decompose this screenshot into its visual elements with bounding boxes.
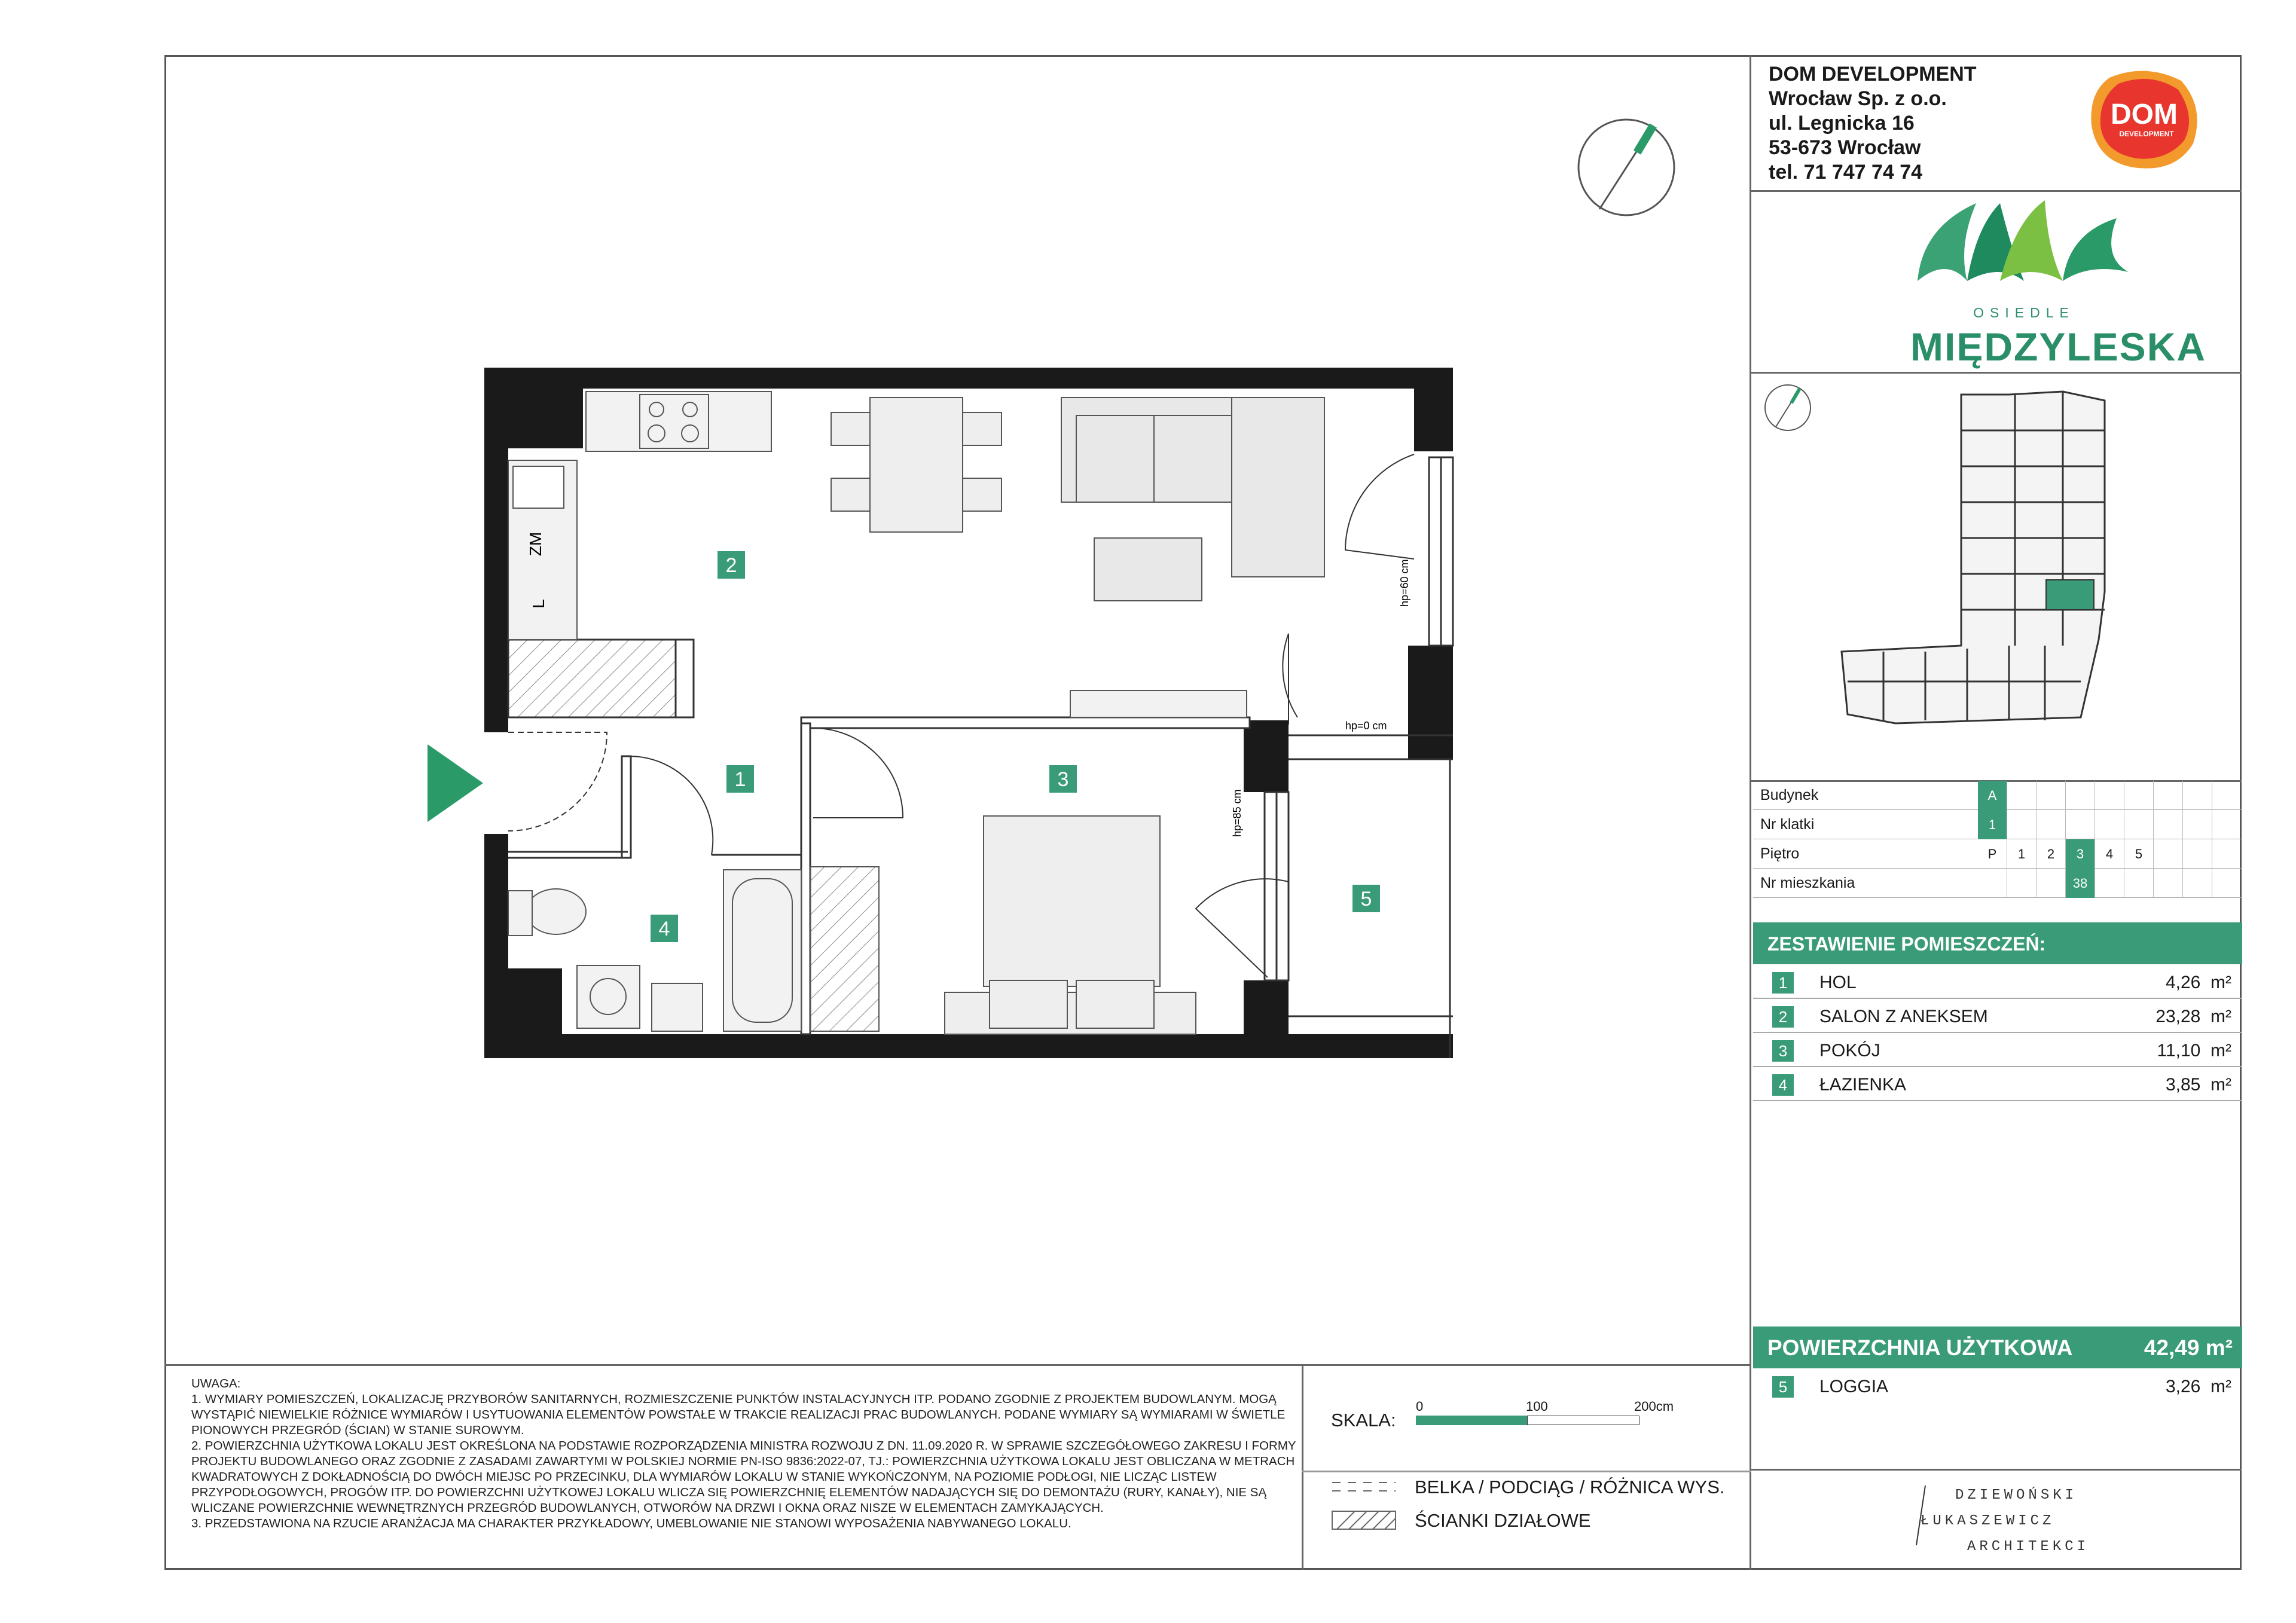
apartment-value: 38 — [2066, 869, 2095, 898]
total-value: 42,49 m² — [2144, 1335, 2233, 1360]
room-label-3: 3 — [1057, 768, 1069, 791]
room-label-5: 5 — [1360, 888, 1372, 910]
stairwell-value: 1 — [1978, 810, 2007, 839]
scale-tick: 0 — [1416, 1399, 1424, 1414]
room-name: LOGGIA — [1819, 1377, 1889, 1396]
dining-table — [831, 398, 1002, 532]
room-number: 3 — [1772, 1040, 1794, 1062]
l-label: L — [529, 599, 548, 609]
room-label-1: 1 — [734, 768, 746, 791]
room-number: 4 — [1772, 1074, 1794, 1096]
floor-cell: 5 — [2124, 839, 2154, 869]
legend-partition: ŚCIANKI DZIAŁOWE — [1415, 1510, 1591, 1531]
architect-line3: ARCHITEKCI — [1967, 1539, 2090, 1555]
room-area: 3,26 m² — [2165, 1377, 2231, 1396]
scale-tick: 100 — [1526, 1399, 1548, 1414]
architect-line2: ŁUKASZEWICZ — [1921, 1513, 2055, 1529]
floor-label: Piętro — [1760, 845, 1800, 862]
apartment-label: Nr mieszkania — [1760, 875, 1855, 891]
hp0-label: hp=0 cm — [1345, 720, 1387, 732]
note-item: 2. POWIERZCHNIA UŻYTKOWA LOKALU JEST OKREŚLONA NA PODSTAWIE ROZPORZĄDZENIA MINISTRA ROZWOJU Z DN. 11.09.2020 R. W SPRAWIE SZCZEGÓŁOWEGO ZAKRESU I FORMY PROJEKTU BUDOWLANEGO ORAZ ZGODNIE Z ZASADAMI ZAWARTYMI W POLSKIEJ NORMIE PN-ISO 9836:2022-07, TJ.: POWIERZCHNIA UŻYTKOWA LOKALU JEST OBLICZANA W METRACH KWADRATOWYCH Z DOKŁADNOŚCIĄ DO DWÓCH MIEJSC PO PRZECINKU, DLA WYMIARÓW LOKALU W STANIE WYKOŃCZONYM, NA POZIOMIE PODŁOGI, NIE LICZĄC LISTEW PRZYPODŁOGOWYCH, PROGÓW ITP. DO POWIERZCHNI UŻYTKOWEJ LOKALU WLICZA SIĘ POWIERZCHNIĘ ELEMENTÓW NADAJĄCYCH SIĘ DO DEMONTAŻU (RURY, KANAŁY), NIE SĄ WLICZANE POWIERZCHNIE WEWNĘTRZNYCH PRZEGRÓD BUDOWLANYCH, OTWORÓW NA DRZWI I OKNA ORAZ NISZE W ELEMENTACH ZAMYKAJĄCYCH. — [191, 1439, 1296, 1515]
scale-tick: 200cm — [1634, 1399, 1674, 1414]
brand-name: MIĘDZYLESKA — [1910, 325, 2207, 369]
company-line: 53-673 Wrocław — [1769, 136, 1921, 159]
compass-icon — [1578, 120, 1674, 215]
building-value: A — [1978, 781, 2007, 810]
floor-cell: 4 — [2095, 839, 2124, 869]
logo-subtext: DEVELOPMENT — [2119, 130, 2174, 138]
rooms-header-text: ZESTAWIENIE POMIESZCZEŃ: — [1767, 933, 2046, 955]
zm-label: ZM — [526, 531, 545, 557]
room-name: SALON Z ANEKSEM — [1819, 1007, 1988, 1026]
logo-text: DOM — [2111, 99, 2178, 130]
note-item: 3. PRZEDSTAWIONA NA RZUCIE ARANŻACJA MA CHARAKTER PRZYKŁADOWY, UMEBLOWANIE NIE STANOWI WYPOSAŻENIA NABYWANEGO LOKALU. — [191, 1517, 1071, 1530]
room-name: HOL — [1819, 973, 1857, 992]
total-label: POWIERZCHNIA UŻYTKOWA — [1767, 1335, 2073, 1360]
note-item: 1. WYMIARY POMIESZCZEŃ, LOKALIZACJĘ PRZYBORÓW SANITARNYCH, ROZMIESZCZENIE PUNKTÓW INSTALACYJNYCH ITP. PODANO ZGODNIE Z PROJEKTEM BUDOWLANYM. MOGĄ WYSTĄPIĆ NIEWIELKIE RÓŻNICE WYMIARÓW I USYTUOWANIA ELEMENTÓW POWSTAŁE W TRAKCIE REALIZACJI PRAC BUDOWLANYCH. PODANE WYMIARY SĄ WYMIARAMI W ŚWIETLE PIONOWYCH PRZEGRÓD (ŚCIAN) W STANIE SUROWYM. — [191, 1392, 1286, 1437]
floor-cell: 2 — [2037, 839, 2066, 869]
room-area: 3,85 m² — [2165, 1075, 2231, 1095]
room-area: 4,26 m² — [2165, 973, 2231, 992]
company-line: ul. Legnicka 16 — [1769, 112, 1915, 135]
sofa — [1061, 398, 1324, 601]
room-name: ŁAZIENKA — [1819, 1075, 1907, 1095]
floor-cell: P — [1978, 839, 2007, 869]
room-label-2: 2 — [725, 554, 737, 577]
hp85-label: hp=85 cm — [1231, 789, 1243, 837]
floor-cell: 1 — [2007, 839, 2037, 869]
company-line: DOM DEVELOPMENT — [1769, 63, 1977, 85]
room-name: POKÓJ — [1819, 1041, 1880, 1060]
room-area: 23,28 m² — [2155, 1007, 2231, 1026]
bathroom-fixtures — [508, 867, 879, 1031]
architect-line1: DZIEWOŃSKI — [1955, 1487, 2078, 1503]
entrance-arrow-icon — [428, 744, 483, 822]
brand-small-text: OSIEDLE — [1973, 305, 2075, 320]
bed — [945, 816, 1196, 1034]
notes-title: UWAGA: — [191, 1377, 241, 1390]
stairwell-label: Nr klatki — [1760, 816, 1815, 833]
legend-beam: BELKA / PODCIĄG / RÓŻNICA WYS. — [1415, 1477, 1725, 1497]
floor-cell-selected: 3 — [2066, 839, 2095, 869]
scale-label: SKALA: — [1331, 1410, 1396, 1431]
tv-unit — [1070, 690, 1247, 717]
room-number: 1 — [1772, 972, 1794, 994]
room-label-4: 4 — [658, 918, 670, 940]
company-line: tel. 71 747 74 74 — [1769, 161, 1923, 184]
room-number: 2 — [1772, 1006, 1794, 1028]
hp60-label: hp=60 cm — [1399, 559, 1410, 607]
company-line: Wrocław Sp. z o.o. — [1769, 87, 1947, 110]
room-area: 11,10 m² — [2157, 1041, 2231, 1060]
building-label: Budynek — [1760, 787, 1819, 803]
room-number: 5 — [1772, 1376, 1794, 1398]
